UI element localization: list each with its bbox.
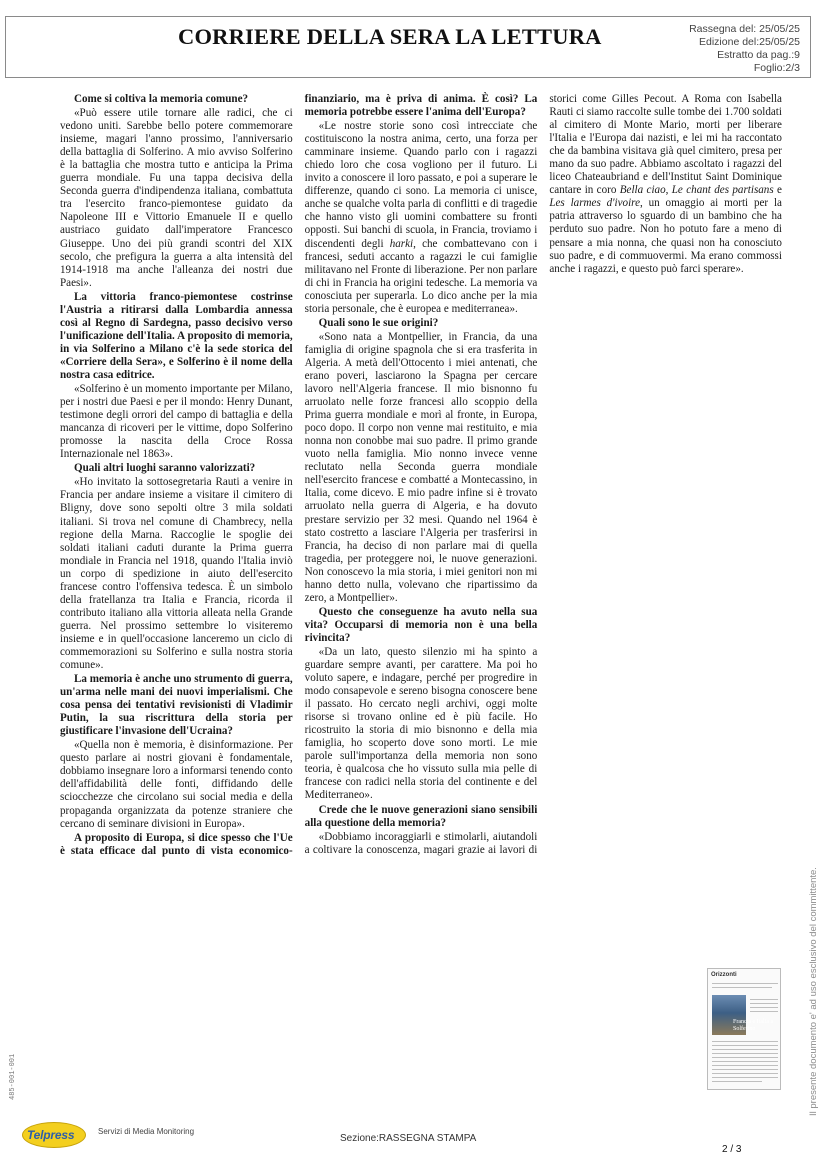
section-label: Sezione:RASSEGNA STAMPA <box>340 1133 477 1144</box>
usage-notice: Il presente documento e' ad uso esclusivo del committente. <box>808 867 819 1116</box>
masthead-title: CORRIERE DELLA SERA LA LETTURA <box>178 24 602 49</box>
interview-question: Quali sono le sue origini? <box>318 316 439 329</box>
interview-answer: «Sono nata a Montpellier, in Francia, da una famiglia di origine spagnola che si era trasferita in Algeria. A metà dell'Ottocento i miei antenati, che erano poveri, lasciarono la Spagna per cercare lavoro nell'Algeria francese. Il mio bisnonno fu arruolato nelle forze francesi allo scoppio della Prima guerra mondiale e morì al fronte, in Europa, poco dopo. Il corpo non venne mai restituito, e mia nonna non conobbe mai suo padre. Il primo grande vuoto nella famiglia. Mio nonno invece venne reclutato nella Seconda guerra mondiale nell'esercito francese e combatté a Montecassino, in Italia, come dicevo. E mio padre infine si è trovato arruolato nella guerra di Algeria, e ha dovuto prestare servizio per 32 mesi. Quando nel 1964 è stato costretto a lasciare l'Algeria per trasferirsi in Francia, ha deciso di non parlare mai di quella tragedia, per proteggere noi, le nuove generazioni. Non conoscevo la mia storia, i miei genitori non mi hanno detto nulla, volevano che ripartissimo da zero, a Montpellier». <box>304 330 538 604</box>
thumbnail-text-line <box>712 1069 778 1070</box>
header-meta <box>689 23 800 75</box>
interview-question: Questo che conseguenze ha avuto nella sua vita? Occuparsi di memoria non è una bella rivincita? <box>304 605 538 644</box>
thumbnail-text-line <box>712 1049 778 1050</box>
thumbnail-text-line <box>712 1045 778 1046</box>
interview-question: La vittoria franco-piemontese costrinse l'Austria a ritirarsi dalla Lombardia annessa così al Regno di Sardegna, passo decisivo verso l'unificazione dell'Italia. A proposito di memoria, in via Solferino a Milano c'è la sede storica del «Corriere della Sera», e Solferino è il nome della nostra casa editrice. <box>60 290 293 381</box>
thumbnail-text-line <box>712 1041 778 1042</box>
interview-question: A proposito di Europa, si dice spesso che l'Ue è stata efficace dal punto di vista economico-finanziario, ma è priva di anima. È così? La memoria potrebbe essere l'anima dell'Europa? <box>60 93 538 857</box>
interview-question: Quali altri luoghi saranno valorizzati? <box>74 462 256 475</box>
page-thumbnail[interactable] <box>707 968 781 1090</box>
thumbnail-text-line <box>712 1073 778 1074</box>
thumbnail-text-line <box>712 1077 778 1078</box>
interview-answer: «Ho invitato la sottosegretaria Rauti a venire in Francia per andare insieme a visitare il cimitero di Bligny, dove sono sepolti oltre 3 mila soldati italiani. Si trova nel comune di Chambrecy, nella regione della Marna. Raccoglie le spoglie dei soldati italiani caduti durante la Prima guerra mondiale in Francia nel 1918, quando l'Italia inviò un corpo di spedizione in aiuto dell'esercito francese contro l'offensiva tedesca. È un simbolo della fratellanza tra Italia e Francia, ricorda il contributo italiano alla vittoria alleata nella Grande guerra. Nel prossimo settembre lo visiteremo insieme e in quell'occasione lanceremo un ciclo di commemorazioni su Solferino e sulla nostra storia comune». <box>60 476 293 672</box>
telpress-logo <box>22 1122 86 1148</box>
document-code: 485-001-001 <box>9 1053 17 1100</box>
thumbnail-rule <box>712 987 772 988</box>
thumbnail-text-line <box>712 1061 778 1062</box>
interview-answer: «Quella non è memoria, è disinformazione. Per questo parlare ai nostri giovani è fondamentale, dobbiamo insegnare loro a informarsi tenendo conto dell'affidabilità delle fonti, diffidando delle sciocchezze che circolano sui social media e della propaganda organizzata da potenze straniere che cercano di seminare divisioni in Europa». <box>60 739 293 830</box>
interview-answer: «Dobbiamo incoraggiarli e stimolarli, aiutandoli a coltivare la conoscenza, magari grazie ai lavori di storici come Gilles Pecout. A Roma con Isabella Rauti ci siamo raccolte sulle tombe dei 1.700 soldati al cimitero di Monte Mario, morti per liberare l'Italia e l'Europa dai nazisti, e lei mi ha raccontato che da bambina visitava già quel cimitero, presa per mano da suo padre. Abbiamo ascoltato i ragazzi del liceo Chateaubriand e dell'Institut Saint Dominique cantare in coro Bella ciao, Le chant des partisans e Les larmes d'ivoire, un omaggio ai morti per la patria attraverso lo sguardo di un bambino che ha perduto suo padre. Non ho potuto fare a meno di pensare a mia nonna, che quasi non ha conosciuto suo padre, e di commuovermi. Ma erano commossi anche i ragazzi, e questo può farci sperare». <box>304 93 782 856</box>
logo-text: Telpress <box>27 1128 75 1142</box>
page-number: 2 / 3 <box>722 1144 742 1155</box>
thumbnail-heading: Orizzonti <box>711 972 737 978</box>
thumbnail-text-line <box>750 1011 778 1012</box>
interview-answer: «Le nostre storie sono così intrecciate che costituiscono la nostra anima, certo, una forza per camminare insieme. Quando parlo con i ragazzi chiedo loro che cosa vogliono per il futuro. Li invito a conoscere il loro passato, e poi a superare le differenze, quando ci sono. La memoria ci unisce, anche se qualche volta parla di conflitti e di tragedie che hanno visto gli uomini combattere su fronti opposti. Sui banchi di scuola, in Francia, troviamo i discendenti degli harki, che combattevano con i francesi, seduti accanto a ragazzi le cui famiglie militavano nel Fronte di liberazione. Per non parlare di chi in Francia ha origini tedesche. La memoria va conosciuta per superarla. Lo dico anche per la mia storia personale, che è europea e mediterranea». <box>304 120 538 315</box>
interview-question: Come si coltiva la memoria comune? <box>74 93 249 105</box>
interview-answer: «Può essere utile tornare alle radici, che ci vedono uniti. Sarebbe bello potere commemorare insieme, magari l'anno prossimo, l'anniversario della battaglia di Solferino. A mio avviso Solferino è la battaglia che mostra tutto e anticipa la Prima guerra mondiale. Fu una tappa decisiva della Seconda guerra d'indipendenza italiana, combattuta tra l'esercito franco-piemontese guidato da Napoleone III e Vittorio Emanuele II e quello austriaco guidato dall'imperatore Francesco Giuseppe. Uno dei più grandi scontri del XIX secolo, che prefigura la guerra a alta intensità del 1914-1918 ma anche l'alleanza dei nostri due Paesi». <box>60 107 293 289</box>
meta-rassegna: Rassegna del: 25/05/25 <box>689 23 800 35</box>
thumbnail-rule <box>712 983 778 984</box>
italic-term: harki <box>389 237 414 250</box>
article-body <box>60 93 782 863</box>
interview-question: La memoria è anche uno strumento di guerra, un'arma nelle mani dei nuovi imperialismi. Che cosa pensa dei tentativi revisionisti di Vladimir Putin, la sua riscrittura della storia per giustificare l'invasione dell'Ucraina? <box>60 673 293 738</box>
thumbnail-text-line <box>712 1053 778 1054</box>
thumbnail-text-line <box>750 999 778 1000</box>
italic-term: Les larmes d'ivoire <box>549 197 640 210</box>
thumbnail-text-line <box>712 1081 762 1082</box>
italic-term: Bella ciao <box>619 184 666 197</box>
interview-answer: «Solferino è un momento importante per Milano, per i nostri due Paesi e per il mondo: Henry Dunant, testimone degli orrori del campo di battaglia e della mancanza di ricoveri per le vittime, dopo Solferino promosse la nascita della Croce Rossa Internazionale nel 1863». <box>60 383 293 461</box>
interview-answer: «Da un lato, questo silenzio mi ha spinto a guardare sempre avanti, per carattere. Ma poi ho voluto sapere, e indagare, perché per progredire in modo consapevole e sereno bisogna conoscere bene il passato. Ho cercato negli archivi, oggi molte risorse si trovano online ed è più facile. Ho ricostruito la storia di mio bisnonno e della mia famiglia, ho scoperto dove sono morti. Le mie parole sull'importanza della memoria non sono teoria, è qualcosa che ho vissuto sulla mia pelle di francese con radici nella storia del continente e del Mediterraneo». <box>304 645 538 802</box>
italic-term: Le chant des partisans <box>671 184 774 197</box>
interview-question: Crede che le nuove generazioni siano sensibili alla questione della memoria? <box>304 803 538 829</box>
thumbnail-text-line <box>750 1007 778 1008</box>
thumbnail-text-line <box>712 1057 778 1058</box>
meta-foglio: Foglio:2/3 <box>753 62 800 74</box>
thumbnail-title: Francia e Italia a Solferino <box>733 1019 774 1032</box>
services-caption: Servizi di Media Monitoring <box>98 1127 195 1136</box>
thumbnail-text-line <box>712 1065 778 1066</box>
meta-estratto: Estratto da pag.:9 <box>717 49 800 61</box>
meta-edizione: Edizione del:25/05/25 <box>699 36 800 48</box>
thumbnail-text-line <box>750 1003 778 1004</box>
